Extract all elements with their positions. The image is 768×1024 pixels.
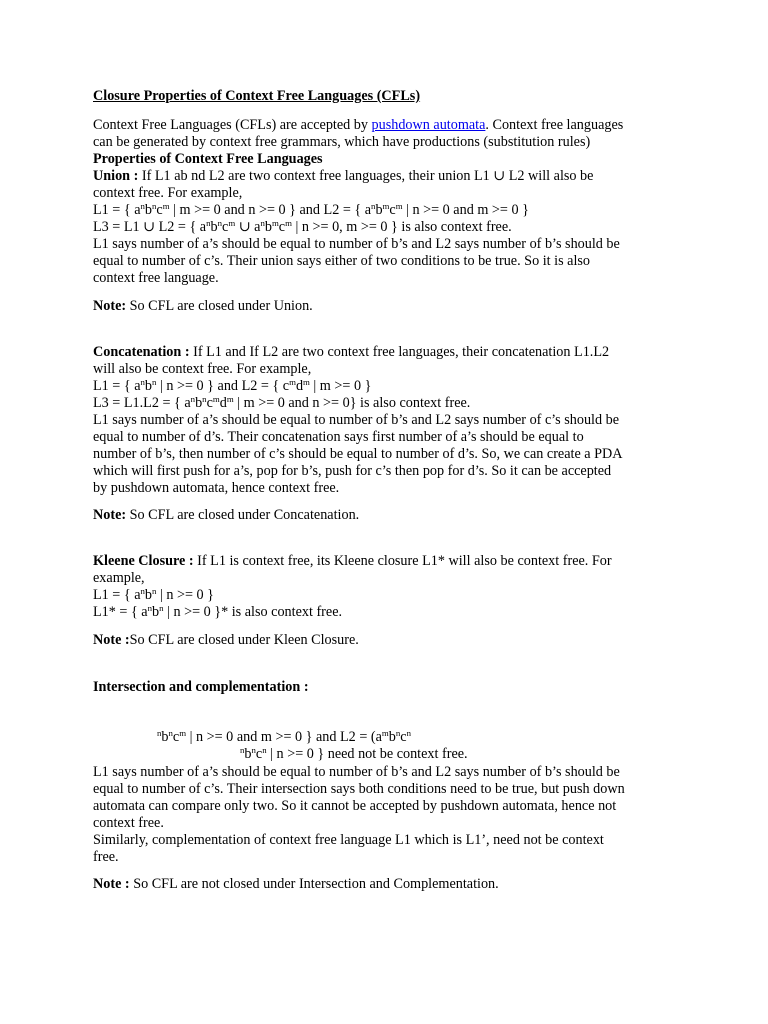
formula-text: | n >= 0, m >= 0 } is also context free. — [291, 219, 512, 235]
union-note — [93, 298, 313, 315]
exponent: n — [206, 218, 211, 229]
concat-line-5: L1 says number of a’s should be equal to number of b’s and L2 says number of c’s should be — [93, 412, 620, 428]
union-line-5: L1 says number of a’s should be equal to number of b’s and L2 says number of b’s should be — [93, 236, 620, 252]
exponent: n — [152, 586, 157, 597]
concat-formula-1 — [93, 378, 371, 395]
formula-text: | n >= 0 }* is also context free. — [163, 604, 343, 620]
intersection-line-3: automata can compare only two. So it cannot be accepted by pushdown automata, hence not — [93, 798, 617, 814]
properties-heading: Properties of Context Free Languages — [93, 151, 323, 167]
concat-line-8: which will first push for a’s, pop for b’s, push for c’s then pop for d’s. So it can be accepted — [93, 463, 612, 479]
formula-text: b — [375, 202, 383, 218]
formula-text: L1 = { a — [93, 378, 141, 394]
exponent: m — [228, 218, 236, 229]
formula-text: b — [161, 729, 169, 745]
exponent: m — [395, 201, 403, 212]
intersection-line-5: Similarly, complementation of context free language L1 which is L1’, need not be context — [93, 832, 604, 848]
formula-text: | m >= 0 and n >= 0} is also context free. — [233, 395, 471, 411]
formula-text: c — [206, 395, 213, 411]
formula-text: | m >= 0 } — [309, 378, 372, 394]
concat-line-2: will also be context free. For example, — [93, 361, 312, 377]
kleene-text: If L1 is context free, its Kleene closure L1* will also be context free. For — [193, 553, 612, 569]
exponent: m — [303, 377, 310, 388]
kleene-note — [93, 632, 359, 649]
kleene-label: Kleene Closure : — [93, 553, 194, 569]
exponent: n — [159, 603, 164, 614]
formula-text: d — [295, 378, 304, 394]
note-label: Note : — [93, 632, 130, 648]
formula-text: L3 = L1 ∪ L2 = { a — [93, 219, 207, 235]
exponent: n — [152, 377, 157, 388]
formula-text: b — [144, 378, 153, 394]
exponent: m — [212, 394, 220, 405]
note-label: Note: — [93, 507, 127, 523]
concat-line-7: number of b’s, then number of c’s should be equal to number of d’s. So, we can create a PDA — [93, 446, 623, 462]
exponent: n — [371, 201, 376, 212]
intro-text: Context Free Languages (CFLs) are accepted by — [93, 117, 372, 133]
intersection-heading: Intersection and complementation : — [93, 679, 309, 695]
formula-text: | n >= 0 } need not be context free. — [266, 746, 468, 762]
formula-text: | m >= 0 and n >= 0 } and L2 = { a — [169, 202, 372, 218]
formula-text: b — [244, 746, 252, 762]
formula-text: b — [144, 587, 153, 603]
intro-text-cont: . Context free languages — [485, 117, 624, 133]
formula-text: b — [388, 729, 396, 745]
formula-text: c — [222, 219, 229, 235]
formula-text: | n >= 0 and m >= 0 } — [402, 202, 529, 218]
exponent: m — [179, 728, 187, 739]
note-label: Note : — [93, 876, 130, 892]
note-text: So CFL are not closed under Intersection and Complementation. — [129, 876, 499, 892]
intersection-line-2: equal to number of c’s. Their intersection says both conditions need to be true, but push down — [93, 781, 625, 797]
union-formula-2 — [93, 219, 512, 236]
exponent: m — [271, 218, 279, 229]
formula-text: | n >= 0 } and L2 = { c — [156, 378, 290, 394]
exponent: m — [382, 201, 390, 212]
kleene-formula-2 — [93, 604, 342, 621]
union-text: If L1 ab nd L2 are two context free languages, their union L1 ∪ L2 will also be — [138, 168, 594, 184]
union-formula-1 — [93, 202, 529, 219]
note-text: So CFL are closed under Union. — [126, 298, 313, 314]
exponent: n — [140, 586, 145, 597]
page-title: Closure Properties of Context Free Languages (CFLs) — [93, 88, 421, 104]
formula-text: c — [278, 219, 286, 235]
exponent: n — [147, 603, 153, 614]
concat-line-1 — [93, 344, 609, 361]
concat-line-9: by pushdown automata, hence context free. — [93, 480, 340, 496]
exponent: n — [157, 728, 162, 739]
intro-line-2: can be generated by context free grammars, which have productions (substitution rules) — [93, 134, 591, 150]
exponent: m — [381, 728, 389, 739]
note-text: So CFL are closed under Kleen Closure. — [129, 632, 359, 648]
exponent: n — [190, 394, 196, 405]
formula-text: b — [152, 604, 160, 620]
intersection-line-1: L1 says number of a’s should be equal to number of b’s and L2 says number of b’s should be — [93, 764, 620, 780]
exponent: n — [168, 728, 173, 739]
exponent: n — [152, 201, 157, 212]
kleene-line-2: example, — [93, 570, 145, 586]
concat-note — [93, 507, 359, 524]
intersection-line-6: free. — [93, 849, 119, 865]
exponent: m — [162, 201, 170, 212]
note-label: Note: — [93, 298, 127, 314]
formula-text: b — [195, 395, 203, 411]
formula-text: b — [144, 202, 153, 218]
intro-line-1 — [93, 117, 623, 134]
formula-text: c — [156, 202, 163, 218]
intersection-line-4: context free. — [93, 815, 164, 831]
intersection-formula-1 — [157, 729, 411, 746]
union-line-2: context free. For example, — [93, 185, 243, 201]
formula-text: c — [389, 202, 396, 218]
kleene-line-1 — [93, 553, 612, 570]
union-line-1 — [93, 168, 593, 185]
kleene-formula-1 — [93, 587, 214, 604]
exponent: n — [217, 218, 223, 229]
formula-text: c — [400, 729, 407, 745]
union-label: Union : — [93, 168, 139, 184]
exponent: n — [406, 728, 411, 739]
concat-text: If L1 and If L2 are two context free languages, their concatenation L1.L2 — [189, 344, 610, 360]
formula-text: b — [210, 219, 218, 235]
formula-text: c — [255, 746, 263, 762]
formula-text: L1* = { a — [93, 604, 148, 620]
formula-text: L1 = { a — [93, 202, 141, 218]
concat-formula-2 — [93, 395, 470, 412]
exponent: n — [262, 745, 267, 756]
pushdown-automata-link[interactable]: pushdown automata — [371, 117, 486, 133]
formula-text: | n >= 0 and m >= 0 } and L2 = (a — [186, 729, 382, 745]
formula-text: ∪ a — [235, 219, 261, 235]
formula-text: d — [219, 395, 227, 411]
exponent: n — [251, 745, 256, 756]
intersection-formula-2 — [240, 746, 468, 763]
exponent: n — [140, 377, 145, 388]
formula-text: L1 = { a — [93, 587, 141, 603]
formula-text: | n >= 0 } — [156, 587, 214, 603]
exponent: m — [285, 218, 292, 229]
exponent: n — [202, 394, 207, 405]
intersection-note — [93, 876, 499, 893]
formula-text: b — [264, 219, 272, 235]
union-line-6: equal to number of c’s. Their union says either of two conditions to be true. So it is also — [93, 253, 591, 269]
exponent: m — [289, 377, 296, 388]
exponent: n — [240, 745, 245, 756]
formula-text: L3 = L1.L2 = { a — [93, 395, 191, 411]
exponent: n — [260, 218, 265, 229]
concat-label: Concatenation : — [93, 344, 190, 360]
formula-text: c — [172, 729, 180, 745]
concat-line-6: equal to number of d’s. Their concatenation says first number of a’s should be equal to — [93, 429, 584, 445]
exponent: n — [140, 201, 145, 212]
union-line-7: context free language. — [93, 270, 219, 286]
exponent: m — [226, 394, 234, 405]
note-text: So CFL are closed under Concatenation. — [126, 507, 360, 523]
exponent: n — [395, 728, 401, 739]
